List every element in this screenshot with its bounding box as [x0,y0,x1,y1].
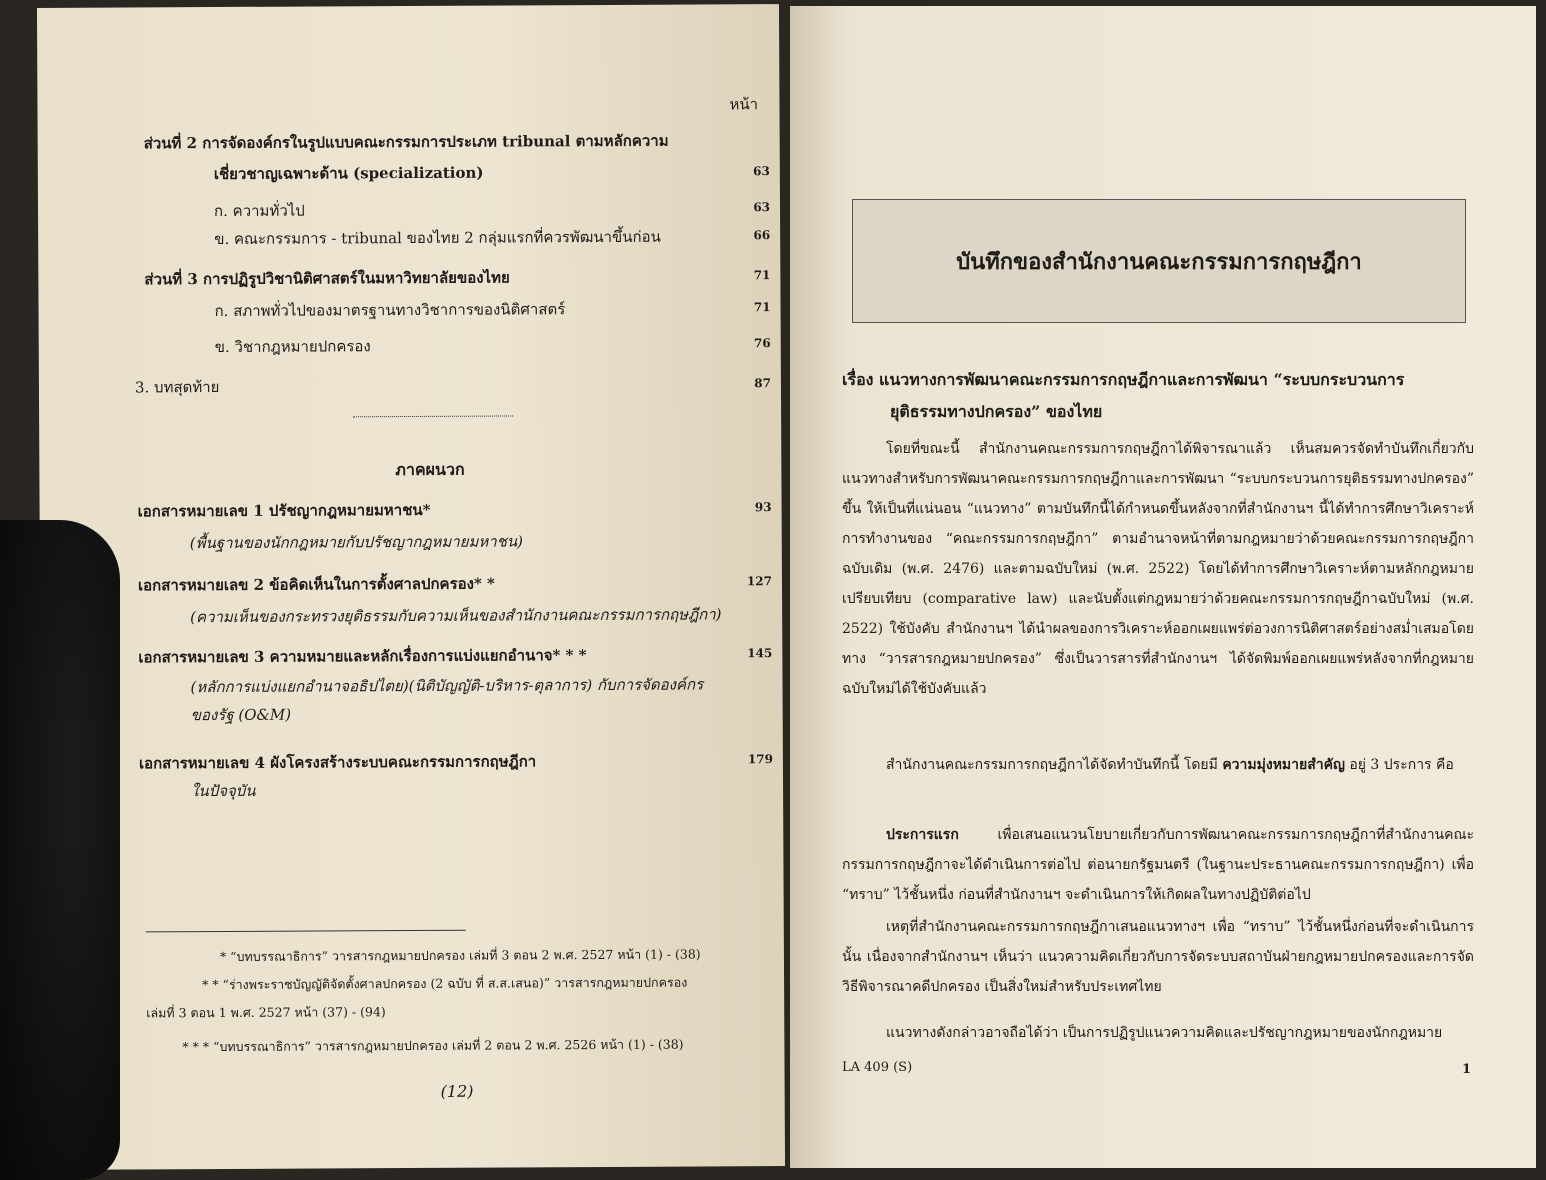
emphasis-text: ประการแรก [886,827,959,843]
page-number: 1 [1462,1062,1472,1077]
toc-page-number: 145 [747,646,773,661]
appendix-item-subtitle: ของรัฐ (O&M) [190,705,292,725]
paragraph [842,820,1474,910]
memo-subject-line1: เรื่อง แนวทางการพัฒนาคณะกรรมการกฤษฎีกาและการพัฒนา “ระบบกระบวนการ [842,370,1405,389]
dotted-divider [353,415,513,417]
toc-page-number: 76 [753,336,771,351]
toc-item: ข. วิชากฎหมายปกครอง [214,337,371,357]
footnote: * * * “บทบรรณาธิการ” วารสารกฎหมายปกครอง เล่มที่ 2 ตอน 2 พ.ศ. 2526 หน้า (1) - (38) [182,1036,684,1055]
paragraph [842,750,1474,780]
toc-part2-title-line1: ส่วนที่ 2 การจัดองค์กรในรูปแบบคณะกรรมการประเภท tribunal ตามหลักความ [143,131,669,153]
toc-item: ก. ความทั่วไป [213,201,305,221]
paragraph: โดยที่ขณะนี้ สำนักงานคณะกรรมการกฤษฎีกาได้พิจารณาแล้ว เห็นสมควรจัดทำบันทึกเกี่ยวกับแนวทางสำหรับการพัฒนาคณะกรรมการกฤษฎีกาและการพัฒนา “ระบบกระบวนการยุติธรรมทางปกครอง” ขึ้น ให้เป็นที่แน่นอน “แนวทาง” ตามบันทึกนี้ได้กำหนดขึ้นหลังจากที่สำนักงานฯ นี้ได้ทำการศึกษาวิเคราะห์การทำงานของ “คณะกรรมการกฤษฎีกา” ตามอำนาจหน้าที่ตามกฎหมายว่าด้วยคณะกรรมการกฤษฎีกาฉบับเดิม (พ.ศ. 2476) และตามฉบับใหม่ (พ.ศ. 2522) โดยได้ทำการศึกษาวิเคราะห์ตามหลักกฎหมายเปรียบเทียบ (comparative law) และนับตั้งแต่กฎหมายว่าด้วยคณะกรรมการกฤษฎีกาฉบับใหม่ (พ.ศ. 2522) ใช้บังคับ สำนักงานฯ ได้นำผลของการวิเคราะห์ออกเผยแพร่ต่อวงการนิติศาสตร์อย่างสม่ำเสมอโดยทาง “วารสารกฎหมายปกครอง” ซึ่งเป็นวารสารที่สำนักงานฯ ได้จัดพิมพ์ออกเผยแพร่หลังจากที่กฎหมายฉบับใหม่ได้ใช้บังคับแล้ว [842,441,1474,697]
paragraph: แนวทางดังกล่าวอาจถือได้ว่า เป็นการปฏิรูปแนวความคิดและปรัชญากฎหมายของนักกฎหมาย [886,1025,1443,1041]
paragraph-text: เพื่อเสนอแนวนโยบายเกี่ยวกับการพัฒนาคณะกรรมการกฤษฎีกาที่สำนักงานคณะกรรมการกฤษฎีกาจะได้ดำเนินการต่อไป ต่อนายกรัฐมนตรี (ในฐานะประธานคณะกรรมการกฤษฎีกา) เพื่อ “ทราบ” ไว้ชั้นหนึ่ง ก่อนที่สำนักงานฯ จะดำเนินการให้เกิดผลในทางปฏิบัติต่อไป [842,827,1474,903]
toc-page-number: 71 [753,268,771,283]
memo-subject-line2: ยุติธรรมทางปกครอง” ของไทย [890,402,1103,421]
toc-page-number: 63 [753,164,770,179]
page-number: (12) [440,1081,474,1101]
memo-subject [842,364,1482,428]
paragraph-text: สำนักงานคณะกรรมการกฤษฎีกาได้จัดทำบันทึกนี้ โดยมี [886,757,1223,773]
appendix-item-subtitle: ในปัจจุบัน [191,781,256,801]
toc-item: ก. สภาพทั่วไปของมาตรฐานทางวิชาการของนิติศาสตร์ [214,300,566,321]
emphasis-text: ความมุ่งหมายสำคัญ [1222,757,1345,773]
appendix-heading: ภาคผนวก [395,459,465,480]
toc-part2-title-line2: เชี่ยวชาญเฉพาะด้าน (specialization) [213,163,484,184]
footnote-rule [146,930,466,933]
toc-page-number: 93 [754,500,772,515]
page-column-label: หน้า [729,95,759,114]
appendix-item-subtitle: (ความเห็นของกระทรวงยุติธรรมกับความเห็นของสำนักงานคณะกรรมการกฤษฎีกา) [190,605,722,627]
appendix-item-title: เอกสารหมายเลข 4 ผังโครงสร้างระบบคณะกรรมการกฤษฎีกา [138,752,537,773]
toc-page-number: 66 [753,228,771,243]
right-page [790,6,1536,1168]
toc-item: ข. คณะกรรมการ - tribunal ของไทย 2 กลุ่มแรกที่ควรพัฒนาขึ้นก่อน [214,227,661,249]
appendix-item-subtitle: (พื้นฐานของนักกฎหมายกับปรัชญากฎหมายมหาชน) [189,532,524,553]
toc-page-number: 71 [753,300,771,315]
appendix-item-title: เอกสารหมายเลข 1 ปรัชญากฎหมายมหาชน* [137,500,431,521]
paragraph: เหตุที่สำนักงานคณะกรรมการกฤษฎีกาเสนอแนวทางฯ เพื่อ “ทราบ” ไว้ชั้นหนึ่งก่อนที่จะดำเนินการนั้น เนื่องจากสำนักงานฯ เห็นว่า แนวความคิดเกี่ยวกับการจัดระบบสถาบันฝ่ายกฎหมายปกครองและการจัดวิธีพิจารณาคดีปกครอง เป็นสิ่งใหม่สำหรับประเทศไทย [842,919,1474,995]
toc-page-number: 63 [753,200,771,215]
memo-title-box [852,199,1466,323]
document-code: LA 409 (S) [842,1060,913,1075]
paragraph-text: อยู่ 3 ประการ คือ [1344,757,1454,773]
appendix-item-title: เอกสารหมายเลข 2 ข้อคิดเห็นในการตั้งศาลปกครอง* * [137,574,495,595]
footnote: * “บทบรรณาธิการ” วารสารกฎหมายปกครอง เล่มที่ 3 ตอน 2 พ.ศ. 2527 หน้า (1) - (38) [219,946,701,965]
memo-title: บันทึกของสำนักงานคณะกรรมการกฤษฎีกา [956,249,1362,275]
dark-cloth [0,520,120,1180]
toc-conclusion: 3. บทสุดท้าย [134,378,220,397]
footnote: * * “ร่างพระราชบัญญัติจัดตั้งศาลปกครอง (2 ฉบับ ที่ ส.ส.เสนอ)” วารสารกฎหมายปกครอง [202,974,688,993]
toc-page-number: 87 [754,376,771,391]
toc-part3-title: ส่วนที่ 3 การปฏิรูปวิชานิติศาสตร์ในมหาวิทยาลัยของไทย [144,268,510,289]
left-page [37,4,785,1170]
toc-page-number: 179 [747,752,773,767]
footnote: เล่มที่ 3 ตอน 1 พ.ศ. 2527 หน้า (37) - (94) [146,1004,386,1021]
appendix-item-subtitle: (หลักการแบ่งแยกอำนาจอธิปไตย)(นิติบัญญัติ-บริหาร-ตุลาการ) กับการจัดองค์กร [190,675,704,697]
appendix-item-title: เอกสารหมายเลข 3 ความหมายและหลักเรื่องการแบ่งแยกอำนาจ* * * [138,646,587,667]
toc-page-number: 127 [746,574,773,589]
